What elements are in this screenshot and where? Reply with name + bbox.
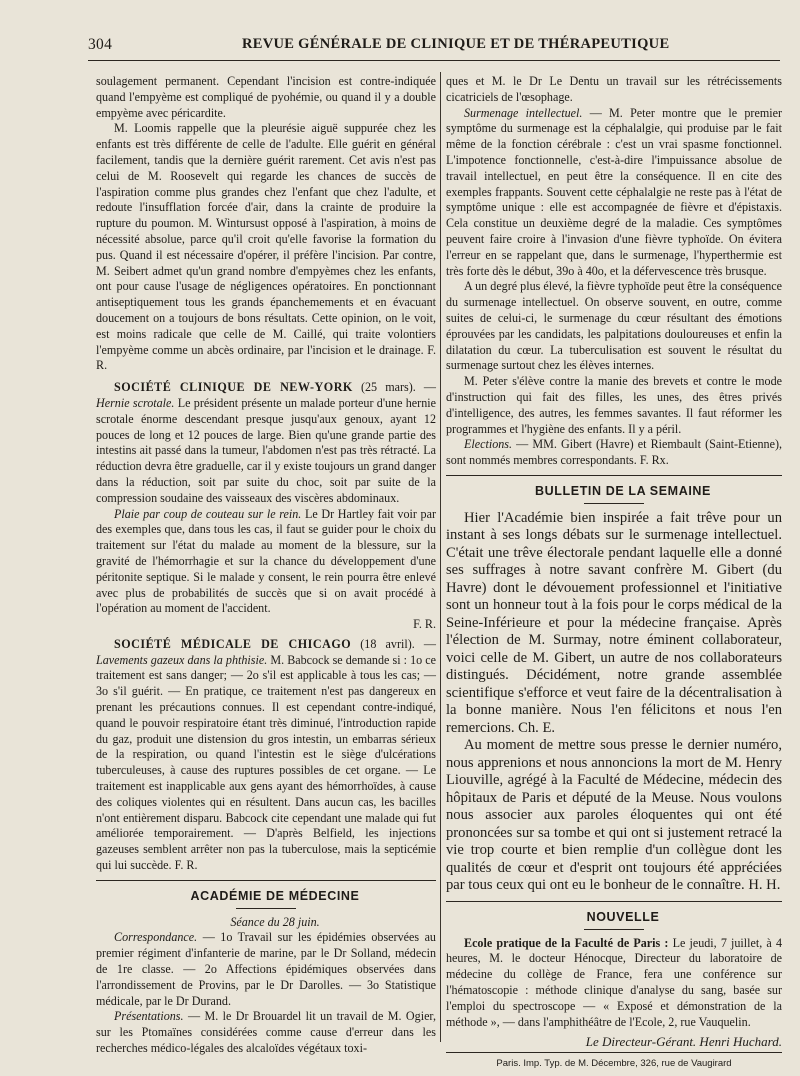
topic-title: Plaie par coup de couteau sur le rein. bbox=[114, 506, 302, 521]
section-rule bbox=[446, 475, 782, 476]
paragraph bbox=[446, 936, 782, 1031]
paragraph-text: M. Babcock se demande si : 1o ce traitement est sans danger; — 2o s'il est applicable à tous les cas; — 3o s'il guérit. — En pratique, ce traitement n'est pas dangereux en prenant les précautions connues. Il est cependant contre-indiqué, quand le pouvoir respiratoire étant très diminué, l'introduction rapide du gaz, produit une distension du gros intestin, un embarras sérieux de la respiration, ou quand l'intestin est le siège d'ulcérations tuberculeuses, à cause des ruptures possibles de cet organe. — Le traitement est inapplicable aux gens ayant des hémorrhoïdes, à cause des coliques violentes qui en résultent. Dans aucun cas, les bacilles n'ont entièrement disparu. Babcock cite cependant une malade qui fut améliorée temporairement. — D'après Belfield, les injections gazeuses semblent arrêter non pas la tuberculose, mais la septicémie qui lui succède. bbox=[96, 652, 436, 873]
paragraph-text: Le jeudi, 7 juillet, à 4 heures, M. le docteur Hénocque, Directeur du laboratoire de médecine du collège de France, fera une conférence sur l'hématoscopie : méthode clinique d'analyse du sang, basée sur l'emploi du spectroscope — « Exposé et démonstration de la méthode », — dans l'amphithéâtre de l'Ecole, 2, rue Vauquelin. bbox=[446, 935, 782, 1029]
topic-title: Présentations. bbox=[114, 1009, 184, 1024]
right-column bbox=[446, 74, 782, 1072]
paragraph: ques et M. le Dr Le Dentu un travail sur les rétrécissements cicatriciels de l'œsophage. bbox=[446, 74, 782, 104]
left-column bbox=[96, 74, 436, 1057]
topic-title: Ecole pratique de la Faculté de Paris : bbox=[464, 935, 669, 950]
section-title: ACADÉMIE DE MÉDECINE bbox=[190, 888, 360, 903]
topic-title: Lavements gazeux dans la phthisie. bbox=[96, 652, 268, 667]
topic-title: Correspondance. bbox=[114, 930, 198, 945]
page-number: 304 bbox=[88, 36, 113, 53]
title-underline bbox=[584, 503, 644, 504]
paragraph-text: Hier l'Académie bien inspirée a fait trêve pour un instant à ses longs débats sur le surmenage intellectuel. C'était une trêve électorale pendant laquelle elle a donné ses suffrages à notre savant confrère M. Gibert (du Havre) dont le dévouement professionnel et l'initiative sont un honneur tout à la fois pour le corps médical de la Seine-Inférieure et pour la médecine française. Après l'élection de M. Surmay, notre éminent collaborateur, voici celle de M. Gibert, un autre de nos collaborateurs distingués. Décidément, notre grande assemblée scientifique s'efforce et veut faire de la décentralisation à la bonne manière. Nous l'en félicitons et nous l'en remercions. bbox=[446, 509, 782, 736]
paragraph bbox=[446, 106, 782, 280]
bulletin-body bbox=[446, 510, 782, 895]
signature: H. H. bbox=[748, 877, 781, 894]
paragraph-text: — M. le Dr Brouardel lit un travail de M. Ogier, sur les Ptomaïnes considérées comme cause d'erreur dans les recherches médico-légales des alcaloïdes végétaux toxi- bbox=[96, 1009, 436, 1056]
running-header bbox=[88, 34, 778, 56]
printer-imprint: Paris. Imp. Typ. de M. Décembre, 326, rue de Vaugirard bbox=[496, 1058, 732, 1070]
paragraph-text: — 1o Travail sur les épidémies observées au premier régiment d'infanterie de marine, par le Dr Solland, médecin de 1re classe. — 2o Affections épidémiques observées dans l'arrondissement de Provins, par le Dr Darolles. — 3o Statistique médicale, par le Dr Durand. bbox=[96, 930, 436, 1008]
section-title: NOUVELLE bbox=[586, 909, 660, 924]
paragraph: A un degré plus élevé, la fièvre typhoïde peut être la conséquence du surmenage intellectuel. On observe souvent, en outre, comme suites de celui-ci, le surmenage du cœur résultant des émotions éprouvées par les candidats, les palpitations douloureuses et enfin la dilatation du cœur. La tuberculisation est souvent le résultat du surmenage surtout chez les élèves internes. bbox=[446, 279, 782, 373]
paragraph bbox=[96, 1009, 436, 1056]
society-date: (18 avril). — bbox=[360, 636, 436, 651]
header-rule bbox=[88, 60, 780, 61]
signature: F. R. bbox=[413, 617, 436, 632]
society-heading: SOCIÉTÉ CLINIQUE DE NEW-YORK bbox=[114, 380, 353, 395]
paragraph bbox=[96, 930, 436, 1009]
title-underline bbox=[236, 908, 296, 909]
topic-title: Elections. bbox=[464, 437, 513, 452]
paragraph-text: M. Loomis rappelle que la pleurésie aiguë suppurée chez les enfants est très différente de celle de l'adulte. Elle guérit en général facilement, tandis que la dernière guérit rarement. Cet avis n'est pas celui de M. Roosevelt qui regarde les chances de succès de l'aspiration comme plus grandes chez l'enfant que chez l'adulte, et redoute l'insufflation forcée d'air, dans la crainte de produire la rupture du poumon. M. Wintursust opposé à l'aspiration, à moins de nécessité absolue, parce qu'il croit qu'elle favorise la formation du pus. Quand il est nécessaire d'opérer, il préfère l'incision. Par contre, M. Seibert admet qu'un grand nombre d'empyèmes chez les enfants, ont pour cause l'usage de négligences opératoires. En ponctionnant antiseptiquement tous les grands épanchemements et en évacuant doucement on a toujours de bons résultats. Cette opinion, on le voit, est moins radicale que celle de M. Caillé, qui traite volontiers l'empyème comme un abcès ordinaire, par l'incision et le drainage. bbox=[96, 121, 436, 357]
paragraph-text: — M. Peter montre que le premier symptôme du surmenage est la céphalalgie, qui produise par le fait même de la fonction cérébrale : c'est un vrai spasme fonctionnel. L'impotence fonctionnelle, c'est-à-dire l'impuissance absolue de travail intellectuel, en peut être la conséquence. Il en cite des exemples frappants. Souvent cette céphalalgie ne reste pas à l'état de symptôme unique : elle est accompagnée de fièvre et d'épistaxis. Cela constitue un deuxième degré de la maladie. Ces symptômes peuvent faire croire à l'invasion d'une fièvre typhoïde. On évitera l'erreur en se rappelant que, dans le surmenage, l'hyperthermie est très forte dès le début, 39o à 40o, et la défervescence très brusque. bbox=[446, 105, 782, 278]
paragraph-text: Le Dr Hartley fait voir par des exemples que, dans tous les cas, il faut se guider pour le choix du traitement sur l'état du malade au moment de la blessure, sur la gravité de l'hémorrhagie et sur la chance du développement d'une péritonite septique. Si le malade y consent, le rein pourra être enlevé avec plus de probabilités de succès que si on avait procédé à l'opération au moment de l'accident. bbox=[96, 506, 437, 616]
signature: F. Rx. bbox=[639, 453, 669, 468]
signature: Ch. E. bbox=[518, 719, 556, 736]
society-heading: SOCIÉTÉ MÉDICALE DE CHICAGO bbox=[114, 636, 352, 651]
editor-signature: Le Directeur-Gérant. Henri Huchard. bbox=[446, 1034, 782, 1053]
topic-title: Hernie scrotale. bbox=[96, 395, 175, 410]
paragraph bbox=[96, 507, 436, 618]
paragraph: M. Peter s'élève contre la manie des brevets et contre le mode d'instruction qui fait des filles, les unes, des êtres privés d'intelligence, des autres, les femmes savantes. Il faut réformer les programmes et l'hygiène des enfants. Il y a péril. bbox=[446, 374, 782, 436]
paragraph-text: — MM. Gibert (Havre) et Riembault (Saint-Etienne), sont nommés membres correspondants. bbox=[446, 437, 782, 468]
society-entry bbox=[96, 637, 436, 874]
section-title: BULLETIN DE LA SEMAINE bbox=[535, 483, 711, 498]
column-divider bbox=[440, 72, 441, 1042]
paragraph bbox=[96, 121, 436, 374]
paragraph bbox=[446, 437, 782, 469]
paragraph bbox=[446, 510, 782, 738]
section-rule bbox=[96, 880, 436, 881]
section-rule bbox=[446, 901, 782, 902]
society-date: (25 mars). bbox=[360, 380, 416, 395]
paragraph-text: Le président présente un malade porteur d'une hernie scrotale énorme descendant presque jusqu'aux genoux, ayant 12 pouces de long et 12 pouces de large. Bien qu'une grande partie des intestins ait passé dans la tumeur, l'abdomen n'est pas très rétracté. La réduction devra être graduelle, car il y existe toujours un grand danger dans la réduction, soit par suite du choc, soit par suite de la compression soudaine des vaisseaux des viscères abdominaux. bbox=[96, 395, 436, 505]
session-date: Séance du 28 juin. bbox=[230, 914, 320, 929]
paragraph: soulagement permanent. Cependant l'incision est contre-indiquée quand l'empyème est compliqué de pyohémie, ou quand il y a double empyème avec péricardite. bbox=[96, 74, 436, 120]
paragraph bbox=[446, 737, 782, 895]
paragraph-text: Au moment de mettre sous presse le dernier numéro, nous apprenions et nous annoncions la mort de M. Henry Liouville, agrégé à la Faculté de Médecine, médecin des hôpitaux de Paris et député de la Meuse. Nous voulons nous associer aux paroles éloquentes qui ont été prononcées sur sa tombe et qui ont si justement retracé la vie trop courte et bien remplie d'un collègue dont les qualités de cœur et d'esprit ont toujours été appréciées par tous ceux qui ont eu le bonheur de le connaître. bbox=[446, 737, 782, 894]
signature: F. R. bbox=[174, 858, 198, 873]
topic-title: Surmenage intellectuel. bbox=[464, 105, 583, 120]
journal-title: REVUE GÉNÉRALE DE CLINIQUE ET DE THÉRAPEUTIQUE bbox=[242, 36, 670, 52]
signature: F. R. bbox=[96, 342, 436, 373]
society-entry: SOCIÉTÉ CLINIQUE DE NEW-YORK (25 mars). — Hernie scrotale. Le président présente un malade porteur d'une hernie scrotale énorme descendant presque jusqu'aux genoux, ayant 12 pouces de long et 12 pouces de large. Bien qu'une grande partie des intestins ait passé dans la tumeur, l'abdomen n'est pas très rétracté. La réduction devra être graduelle, car il y existe toujours un grand danger dans la réduction, soit par suite du choc, soit par suite de la compression soudaine des vaisseaux des viscères abdominaux. bbox=[96, 380, 436, 505]
title-underline bbox=[584, 929, 644, 930]
